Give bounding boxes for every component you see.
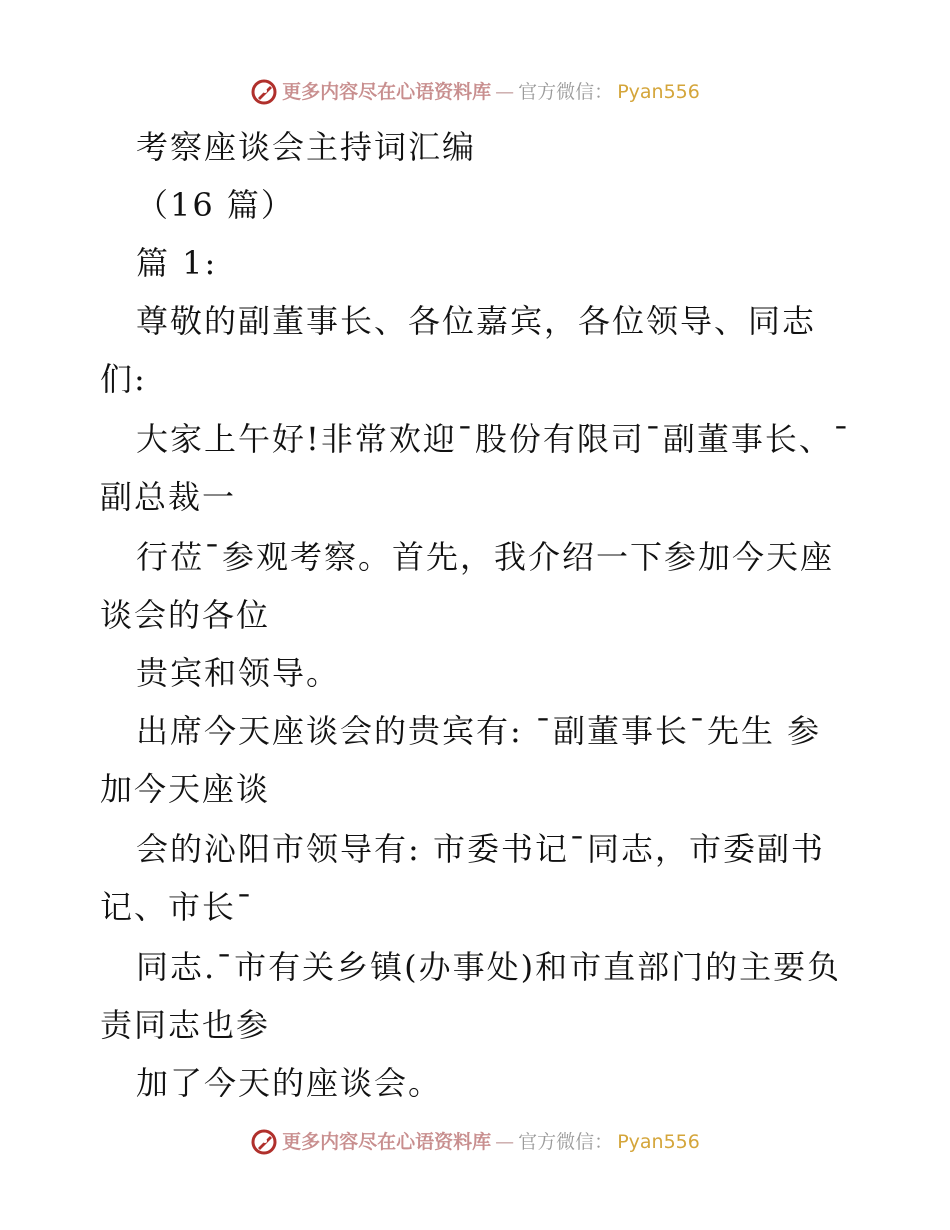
paragraph-line: 贵宾和领导。 [136,654,341,692]
paragraph-line: 记、市长¯ [100,888,255,926]
watermark-wechat-id: Pyan556 [617,80,700,103]
paragraph-line: 加今天座谈 [100,770,271,808]
watermark-wechat-label: 官方微信： [518,1130,614,1153]
paragraph-line: 加了今天的座谈会。 [136,1064,443,1102]
paragraph-line: 同志.¯市有关乡镇(办事处)和市直部门的主要负 [136,948,842,986]
watermark-text: 更多内容尽在心语资料库 [282,1130,492,1153]
pen-nib-logo-icon [250,1128,278,1156]
paragraph-line: 行莅¯参观考察。首先，我介绍一下参加今天座 [136,538,835,576]
watermark-text: 更多内容尽在心语资料库 [282,80,492,103]
paragraph-line: 大家上午好!非常欢迎¯股份有限司¯副董事长、¯ [136,420,851,458]
paragraph-line: 谈会的各位 [100,596,271,634]
paragraph-line: 尊敬的副董事长、各位嘉宾，各位领导、同志 [136,302,817,340]
paragraph-line: 出席今天座谈会的贵宾有: ¯副董事长¯先生 参 [136,712,822,750]
paragraph-line: 副总裁一 [100,478,237,516]
document-title: 考察座谈会主持词汇编 [136,128,477,166]
footer-watermark [0,1128,950,1156]
document-subtitle: （16 篇） [136,186,295,224]
paragraph-line: 会的沁阳市领导有: 市委书记¯同志，市委副书 [136,830,825,868]
paragraph-line: 们: [100,360,147,398]
watermark-dash: — [495,80,515,103]
watermark-wechat-label: 官方微信： [518,80,614,103]
section-heading: 篇 1: [136,244,218,282]
pen-nib-logo-icon [250,78,278,106]
watermark-dash: — [495,1130,515,1153]
paragraph-line: 责同志也参 [100,1006,271,1044]
header-watermark [0,78,950,106]
watermark-wechat-id: Pyan556 [617,1130,700,1153]
